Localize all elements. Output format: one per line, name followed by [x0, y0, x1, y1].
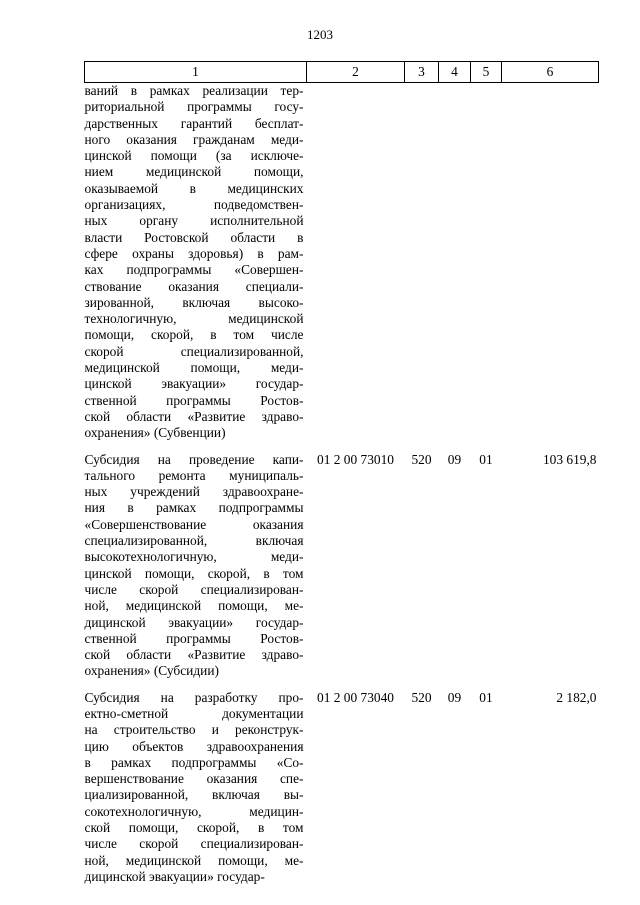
- description-line: цинской эвакуации» государ-: [84, 376, 304, 392]
- description-line: Субсидия на разработку про-: [84, 689, 304, 705]
- row-col5: 01: [479, 689, 493, 705]
- row-code: 01 2 00 73040: [317, 689, 394, 705]
- row-amount: 2 182,0: [556, 689, 597, 705]
- description-line: оказываемой в медицинских: [84, 180, 304, 196]
- row-spacer: [85, 680, 599, 690]
- description-line: ской области «Развитие здраво-: [84, 408, 304, 424]
- description-line: цию объектов здравоохранения: [84, 738, 304, 754]
- column-header-3: 3: [405, 62, 439, 83]
- description-line: ного оказания гражданам меди-: [84, 131, 304, 147]
- description-line: ственной программы Ростов-: [84, 392, 304, 408]
- description-line: числе скорой специализирован-: [84, 836, 304, 852]
- description-line: ваний в рамках реализации тер-: [84, 83, 304, 98]
- description-line: власти Ростовской области в: [84, 229, 304, 245]
- description-line: на строительство и реконструк-: [84, 722, 304, 738]
- description-line: охранения» (Субсидии): [84, 663, 219, 679]
- table-row: [85, 452, 599, 680]
- description-line: «Совершенствование оказания: [84, 516, 304, 532]
- description-line: ных органу исполнительной: [84, 213, 304, 229]
- row-description: [85, 83, 307, 442]
- row-amount: 103 619,8: [542, 451, 597, 467]
- description-line: помощи, скорой, в том числе: [84, 327, 304, 343]
- description-line: риториальной программы госу-: [84, 99, 304, 115]
- row-spacer: [85, 442, 599, 452]
- row-description: [85, 452, 307, 680]
- description-line: ных учреждений здравоохране-: [84, 484, 304, 500]
- description-line: вершенствование оказания спе-: [84, 771, 304, 787]
- row-col3: [405, 83, 439, 442]
- description-line: скорой специализированной,: [84, 343, 304, 359]
- row-col5: [471, 83, 502, 442]
- description-line: Субсидия на проведение капи-: [84, 451, 304, 467]
- description-line: ной, медицинской помощи, ме-: [84, 852, 304, 868]
- column-header-6: 6: [502, 62, 599, 83]
- description-line: медицинской помощи, меди-: [84, 360, 304, 376]
- description-line: зированной, включая высоко-: [84, 294, 304, 310]
- description-line: ствование оказания специали-: [84, 278, 304, 294]
- description-line: ской помощи, скорой, в том: [84, 820, 304, 836]
- description-line: технологичную, медицинской: [84, 311, 304, 327]
- row-col4: 09: [447, 451, 462, 467]
- description-line: цинской помощи, скорой, в том: [84, 565, 304, 581]
- description-line: циализированной, включая вы-: [84, 787, 304, 803]
- row-description: [85, 690, 307, 886]
- table-row: [85, 690, 599, 886]
- description-line: тального ремонта муниципаль-: [84, 467, 304, 483]
- description-line: нием медицинской помощи,: [84, 164, 304, 180]
- column-header-1: 1: [85, 62, 307, 83]
- description-line: охранения» (Субвенции): [84, 425, 226, 441]
- description-line: высокотехнологичную, меди-: [84, 549, 304, 565]
- description-line: дицинской эвакуации» государ-: [84, 868, 265, 884]
- table-row: [85, 83, 599, 442]
- budget-table: [84, 61, 599, 885]
- description-line: ной, медицинской помощи, ме-: [84, 598, 304, 614]
- description-line: ния в рамках подпрограммы: [84, 500, 304, 516]
- description-line: ектно-сметной документации: [84, 705, 304, 721]
- description-line: ственной программы Ростов-: [84, 630, 304, 646]
- row-code: [307, 83, 405, 442]
- row-col3: 520: [411, 451, 432, 467]
- description-line: ках подпрограммы «Совершен-: [84, 262, 304, 278]
- description-line: организациях, подведомствен-: [84, 197, 304, 213]
- description-line: сокотехнологичную, медицин-: [84, 803, 304, 819]
- description-line: числе скорой специализирован-: [84, 581, 304, 597]
- description-line: дарственных гарантий бесплат-: [84, 115, 304, 131]
- table-header-row: [85, 62, 599, 83]
- row-col4: [439, 83, 471, 442]
- description-line: цинской помощи (за исключе-: [84, 148, 304, 164]
- description-line: дицинской эвакуации» государ-: [84, 614, 304, 630]
- description-line: специализированной, включая: [84, 533, 304, 549]
- column-header-4: 4: [439, 62, 471, 83]
- page-number: 1203: [307, 27, 333, 42]
- description-line: ской области «Развитие здраво-: [84, 647, 304, 663]
- description-line: сфере охраны здоровья) в рам-: [84, 245, 304, 261]
- row-code: 01 2 00 73010: [317, 451, 394, 467]
- description-line: в рамках подпрограммы «Со-: [84, 754, 304, 770]
- row-col3: 520: [411, 689, 432, 705]
- row-col5: 01: [479, 451, 493, 467]
- column-header-2: 2: [307, 62, 405, 83]
- column-header-5: 5: [471, 62, 502, 83]
- row-amount: [502, 83, 599, 442]
- row-col4: 09: [447, 689, 462, 705]
